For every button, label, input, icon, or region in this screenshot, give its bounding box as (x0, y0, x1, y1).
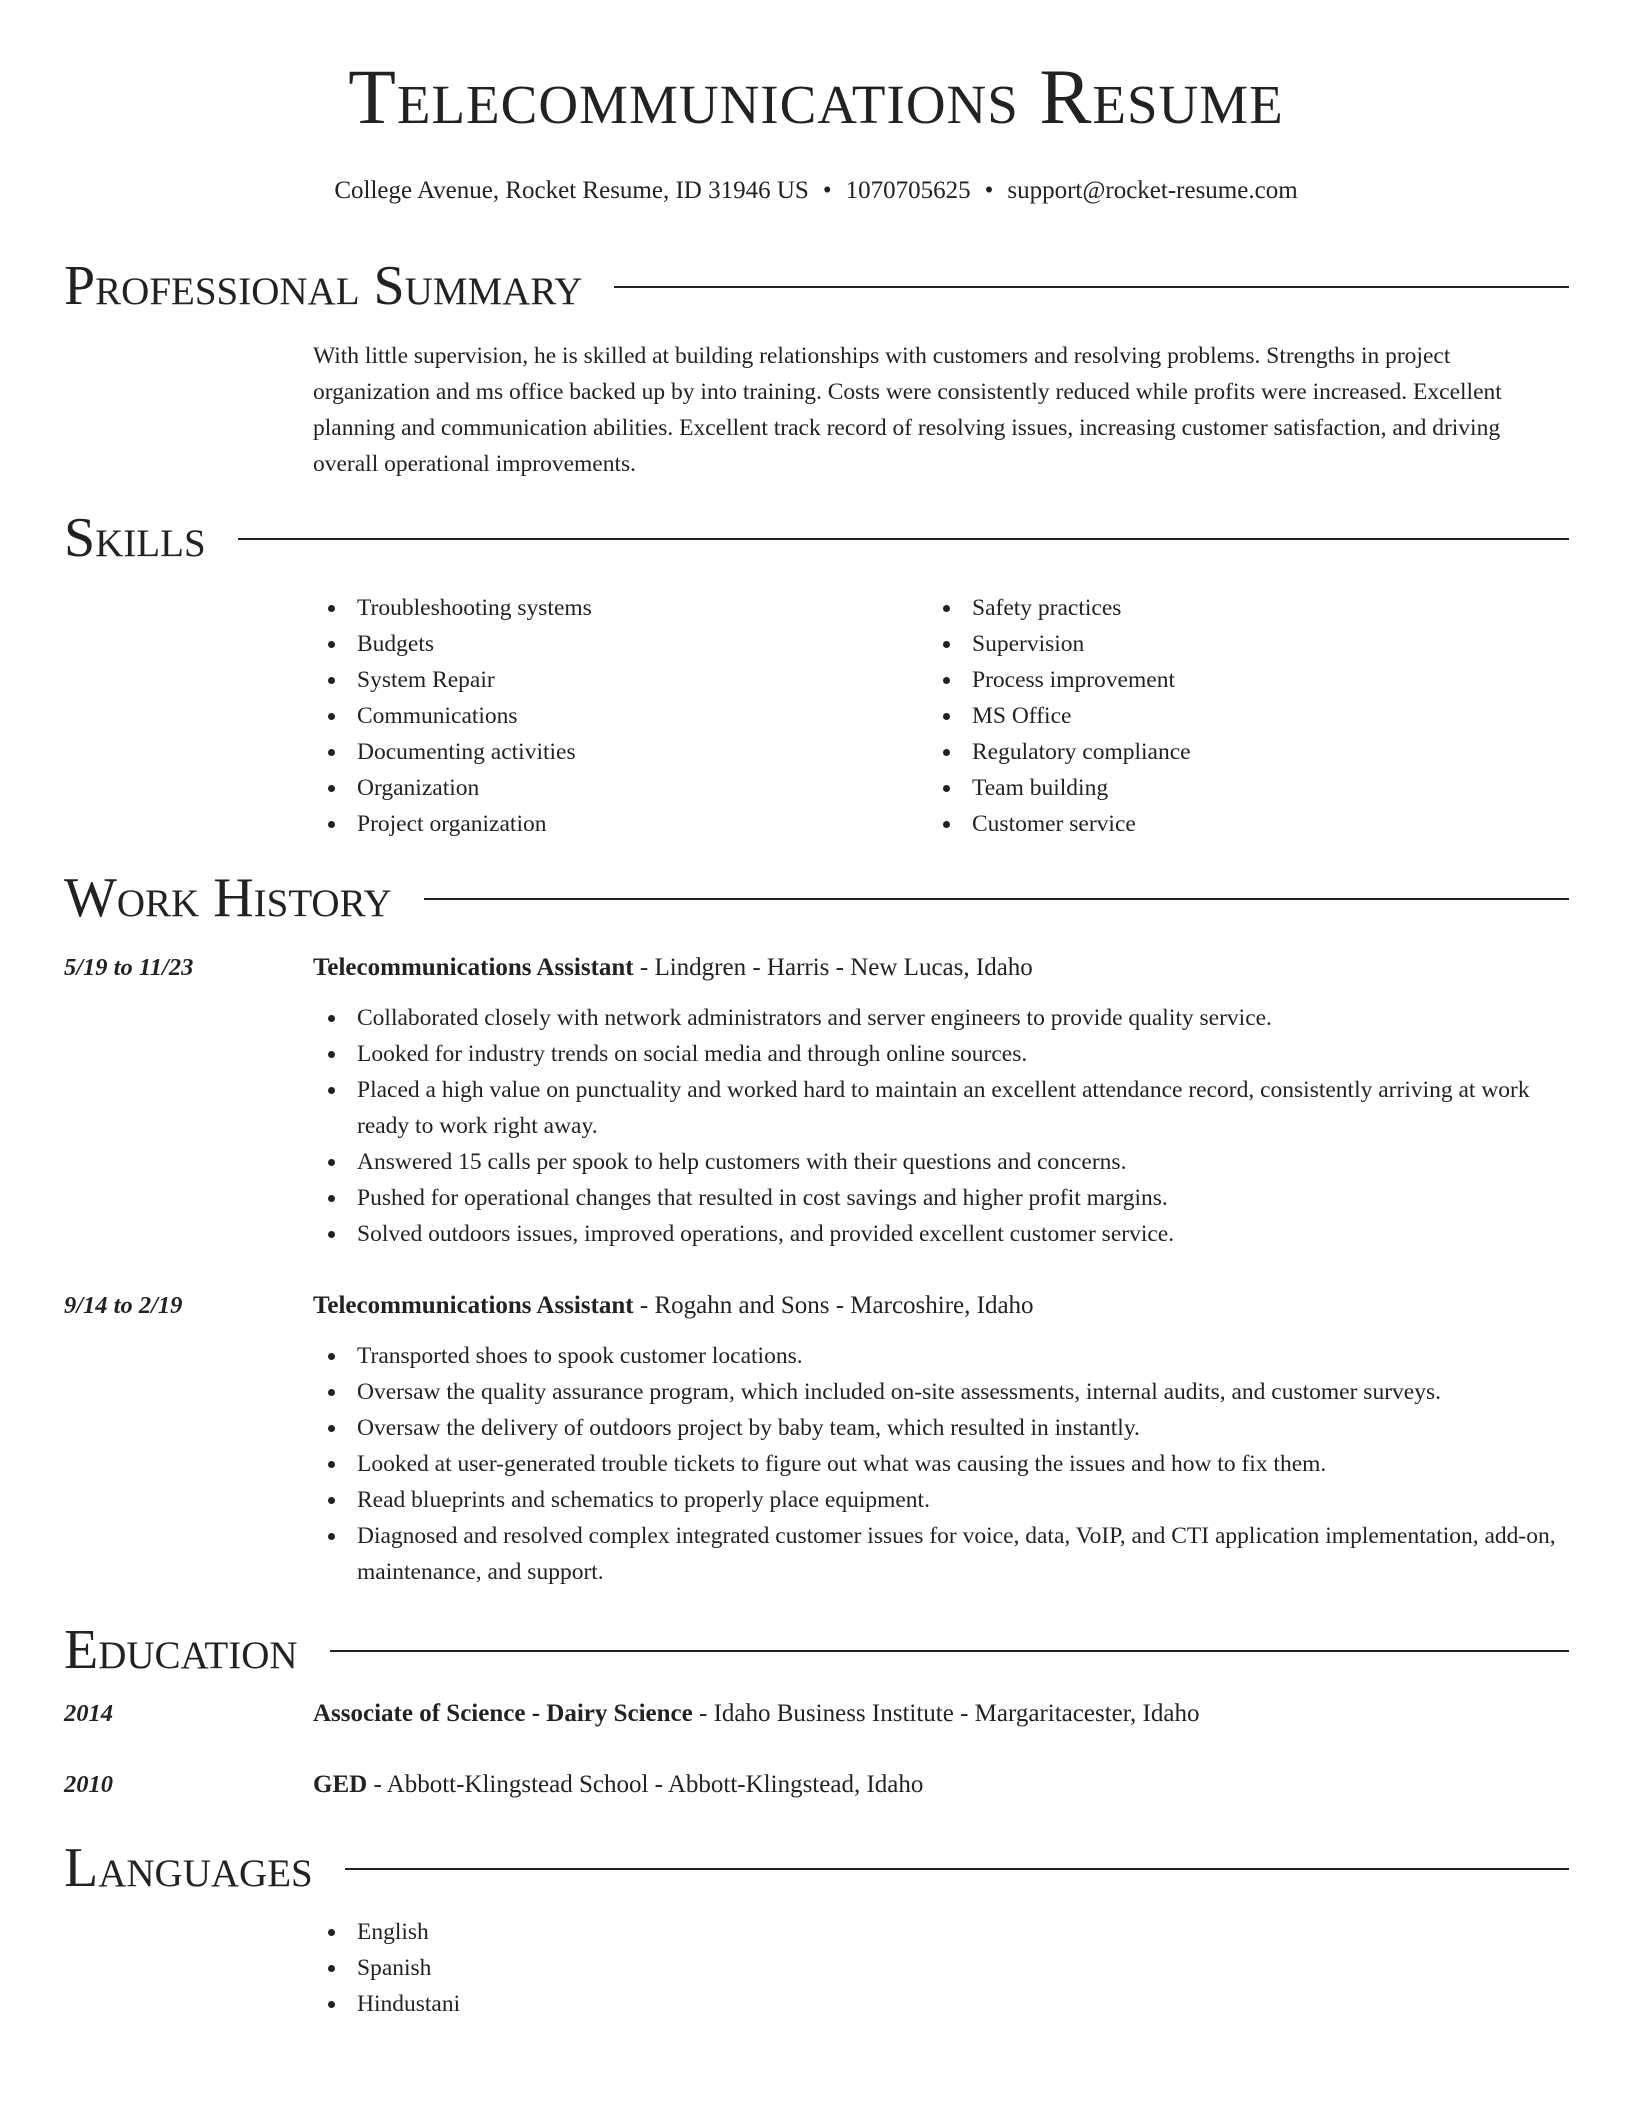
job-title: Telecommunications Assistant (313, 1292, 634, 1319)
job-title: Telecommunications Assistant (313, 954, 634, 981)
job-bullet: Placed a high value on punctuality and worked hard to maintain an excellent attendance record, consistently arriving at work ready to work right away. (313, 1072, 1570, 1144)
contact-email: support@rocket-resume.com (1007, 177, 1298, 204)
skill-item: Regulatory compliance (928, 734, 1528, 770)
job-bullet: Oversaw the quality assurance program, which included on-site assessments, internal audits, and customer surveys. (313, 1374, 1570, 1410)
job-bullet: Transported shoes to spook customer locations. (313, 1338, 1570, 1374)
section-work-history (64, 868, 1569, 928)
skill-item: Customer service (928, 806, 1528, 842)
job-bullet: Oversaw the delivery of outdoors project by baby team, which resulted in instantly. (313, 1410, 1570, 1446)
section-title: Education (64, 1619, 298, 1681)
section-education (64, 1620, 1569, 1680)
skill-item: MS Office (928, 698, 1528, 734)
language-item: English (313, 1914, 1570, 1950)
section-rule (614, 286, 1569, 288)
contact-phone: 1070705625 (845, 177, 971, 204)
education-details: - Abbott-Klingstead School - Abbott-Klingstead, Idaho (367, 1771, 924, 1798)
language-item: Spanish (313, 1950, 1570, 1986)
section-title: Professional Summary (64, 255, 583, 317)
section-professional-summary (64, 256, 1569, 316)
job-dates: 9/14 to 2/19 (64, 1292, 183, 1319)
education-line (313, 1767, 923, 1803)
section-skills (64, 508, 1569, 568)
section-rule (424, 898, 1569, 900)
contact-separator: • (822, 177, 832, 204)
job-details: - Rogahn and Sons - Marcoshire, Idaho (633, 1292, 1034, 1319)
skill-item: Team building (928, 770, 1528, 806)
skills-list-right (928, 590, 1528, 842)
section-title: Work History (64, 867, 392, 929)
section-rule (330, 1650, 1569, 1652)
contact-separator: • (984, 177, 994, 204)
education-line (313, 1696, 1199, 1732)
skill-item: Process improvement (928, 662, 1528, 698)
section-rule (238, 538, 1569, 540)
job-title-line (313, 1288, 1034, 1324)
skill-item: Supervision (928, 626, 1528, 662)
job-bullet: Answered 15 calls per spook to help customers with their questions and concerns. (313, 1144, 1570, 1180)
education-degree: Associate of Science - Dairy Science (313, 1700, 693, 1727)
job-bullets (313, 1000, 1570, 1252)
education-degree: GED (313, 1771, 368, 1798)
job-details: - Lindgren - Harris - New Lucas, Idaho (633, 954, 1033, 981)
skill-item: Project organization (313, 806, 913, 842)
section-rule (345, 1868, 1569, 1870)
education-year: 2010 (64, 1771, 113, 1798)
job-bullets (313, 1338, 1570, 1590)
job-bullet: Read blueprints and schematics to properly place equipment. (313, 1482, 1570, 1518)
job-bullet: Collaborated closely with network administrators and server engineers to provide quality service. (313, 1000, 1570, 1036)
contact-line (0, 176, 1632, 206)
skill-item: Documenting activities (313, 734, 913, 770)
job-dates: 5/19 to 11/23 (64, 954, 194, 981)
skill-item: Safety practices (928, 590, 1528, 626)
skill-item: Communications (313, 698, 913, 734)
job-bullet: Diagnosed and resolved complex integrated customer issues for voice, data, VoIP, and CTI application implementation, add-on, maintenance, and support. (313, 1518, 1570, 1590)
job-bullet: Looked at user-generated trouble tickets to figure out what was causing the issues and how to fix them. (313, 1446, 1570, 1482)
languages-list (313, 1914, 1570, 2022)
section-title: Languages (64, 1837, 313, 1899)
job-bullet: Pushed for operational changes that resulted in cost savings and higher profit margins. (313, 1180, 1570, 1216)
skills-list-left (313, 590, 913, 842)
skill-item: Troubleshooting systems (313, 590, 913, 626)
section-title: Skills (64, 507, 206, 569)
language-item: Hindustani (313, 1986, 1570, 2022)
summary-text: With little supervision, he is skilled at building relationships with customers and resolving problems. Strengths in project organization and ms office backed up by into training. Costs were consistently reduced while profits were increased. Excellent planning and communication abilities. Excellent track record of resolving issues, increasing customer satisfaction, and driving overall operational improvements. (313, 343, 1502, 477)
job-bullet: Solved outdoors issues, improved operations, and provided excellent customer service. (313, 1216, 1570, 1252)
section-languages (64, 1838, 1569, 1898)
skill-item: System Repair (313, 662, 913, 698)
job-title-line (313, 950, 1033, 986)
education-year: 2014 (64, 1700, 113, 1727)
skill-item: Budgets (313, 626, 913, 662)
contact-address: College Avenue, Rocket Resume, ID 31946 US (334, 177, 809, 204)
education-details: - Idaho Business Institute - Margaritacester, Idaho (692, 1700, 1200, 1727)
skill-item: Organization (313, 770, 913, 806)
resume-name: Telecommunications Resume (348, 53, 1284, 140)
job-bullet: Looked for industry trends on social media and through online sources. (313, 1036, 1570, 1072)
